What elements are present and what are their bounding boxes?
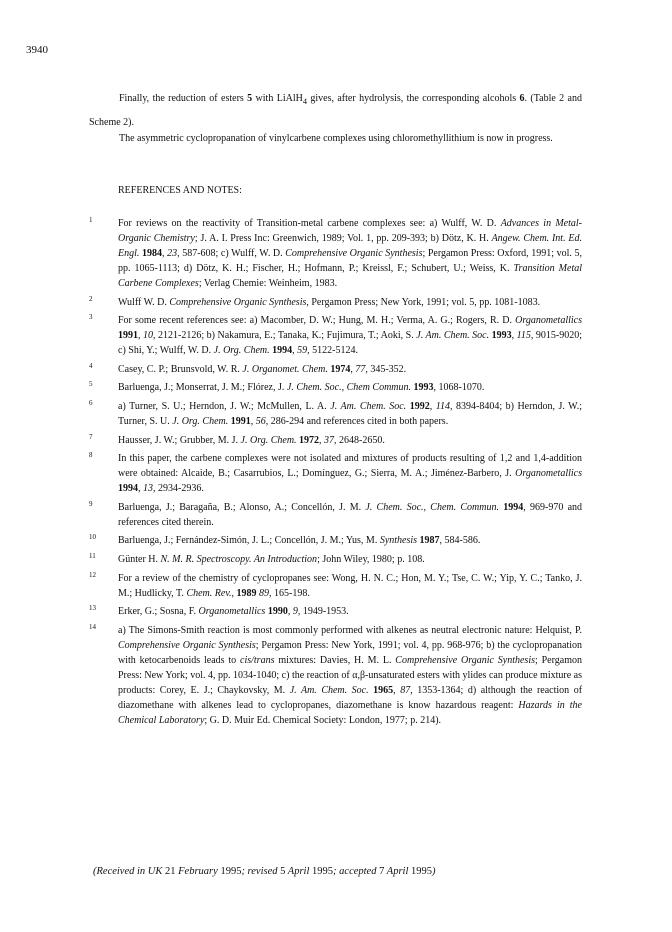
reference-item: 7 Hausser, J. W.; Grubber, M. J. J. Org. Chem. 1972, 37, 2648-2650. (89, 432, 385, 446)
references-heading: REFERENCES AND NOTES: (118, 185, 242, 196)
reference-item: 13 Erker, G.; Sosna, F. Organometallics 1990, 9, 1949-1953. (89, 604, 349, 618)
reference-item: 12 For a review of the chemistry of cyclopropanes see: Wong, H. N. C.; Hon, M. Y.; Tse, C. W.; Yip, Y. C.; Tanko, J. M.; Hudlicky, T. Chem. Rev., 1989 89, 165-198. (89, 570, 582, 599)
page-number: 3940 (26, 44, 48, 56)
reference-item: 8 In this paper, the carbene complexes were not isolated and mixtures of products resulting of 1,2 and 1,4-addition were obtained: Alcaide, B.; Casarrubios, L.; Domínguez, G.; Sierra, M. A.; Jiménez-Barbero, J. Organometallics 1994, 13, 2934-2936. (89, 451, 582, 495)
body-paragraph: The asymmetric cyclopropanation of vinylcarbene complexes using chloromethyllithium is now in progress. (119, 133, 553, 144)
reference-item: 10 Barluenga, J.; Fernández-Simón, J. L.; Concellón, J. M.; Yus, M. Synthesis 1987, 584-586. (89, 533, 481, 547)
reference-item: 11 Günter H. N. M. R. Spectroscopy. An Introduction; John Wiley, 1980; p. 108. (89, 551, 425, 565)
body-paragraph: Finally, the reduction of esters 5 with LiAlH$_4$ gives, after hydrolysis, the corresponding alcohols 6. (Table 2 and Scheme 2). (89, 93, 582, 128)
reference-item: 6 a) Turner, S. U.; Herndon, J. W.; McMullen, L. A. J. Am. Chem. Soc. 1992, 114, 8394-8404; b) Herndon, J. W.; Turner, S. U. J. Org. Chem. 1991, 56, 286-294 and references cited in both papers. (89, 398, 582, 427)
received-dates: (Received in UK 21 February 1995; revised 5 April 1995; accepted 7 April 1995) (93, 866, 436, 877)
references-list (89, 216, 582, 731)
reference-item: 5 Barluenga, J.; Monserrat, J. M.; Flórez, J. J. Chem. Soc., Chem Commun. 1993, 1068-1070. (89, 380, 485, 394)
reference-item: 2 Wulff W. D. Comprehensive Organic Synthesis, Pergamon Press; New York, 1991; vol. 5, pp. 1081-1083. (89, 294, 541, 308)
reference-item: 1 For reviews on the reactivity of Transition-metal carbene complexes see: a) Wulff, W. D. Advances in Metal-Organic Chemistry; J. A. I. Press Inc: Greenwich, 1989; Vol. 1, pp. 209-393; b) Dötz, K. H. Angew. Chem. Int. Ed. Engl. 1984, 23, 587-608; c) Wulff, W. D. Comprehensive Organic Synthesis; Pergamon Press: Oxford, 1991; vol. 5, pp. 1065-1113; d) Dötz, K. H.; Fischer, H.; Hofmann, P.; Kreissl, F.; Schubert, U.; Weiss, K. Transition Metal Carbene Complexes; Verlag Chemie: Weinheim, 1983. (89, 216, 583, 289)
reference-item: 14 a) The Simons-Smith reaction is most commonly performed with alkenes as neutral electronic nature: Helquist, P. Comprehensive Organic Synthesis; Pergamon Press: New York, 1991; vol. 4, pp. 968-976; b) the cyclopropanation with ketocarbenoids leads to cis/trans mixtures: Davies, H. M. L. Comprehensive Organic Synthesis; Pergamon Press: New York; vol. 4, pp. 1034-1040; c) the reaction of α,β-unsaturated esters with ylides can produce mixture as products: Corey, E. J.; Chaykovsky, M. J. Am. Chem. Soc. 1965, 87, 1353-1364; d) although the reaction of diazomethane with alkenes lead to cyclopropanes, diazomethane is know hazardous reagent: Hazards in the Chemical Laboratory; G. D. Muir Ed. Chemical Society: London, 1977; p. 214). (89, 622, 583, 726)
reference-item: 3 For some recent references see: a) Macomber, D. W.; Hung, M. H.; Verma, A. G.; Rogers, R. D. Organometallics 1991, 10, 2121-2126; b) Nakamura, E.; Tanaka, K.; Fujimura, T.; Aoki, S. J. Am. Chem. Soc. 1993, 115, 9015-9020; c) Shi, Y.; Wulff, W. D. J. Org. Chem. 1994, 59, 5122-5124. (89, 313, 583, 357)
reference-item: 4 Casey, C. P.; Brunsvold, W. R. J. Organomet. Chem. 1974, 77, 345-352. (89, 361, 407, 375)
reference-item: 9 Barluenga, J.; Baragaña, B.; Alonso, A.; Concellón, J. M. J. Chem. Soc., Chem. Commun. 1994, 969-970 and references cited therein. (89, 499, 583, 528)
